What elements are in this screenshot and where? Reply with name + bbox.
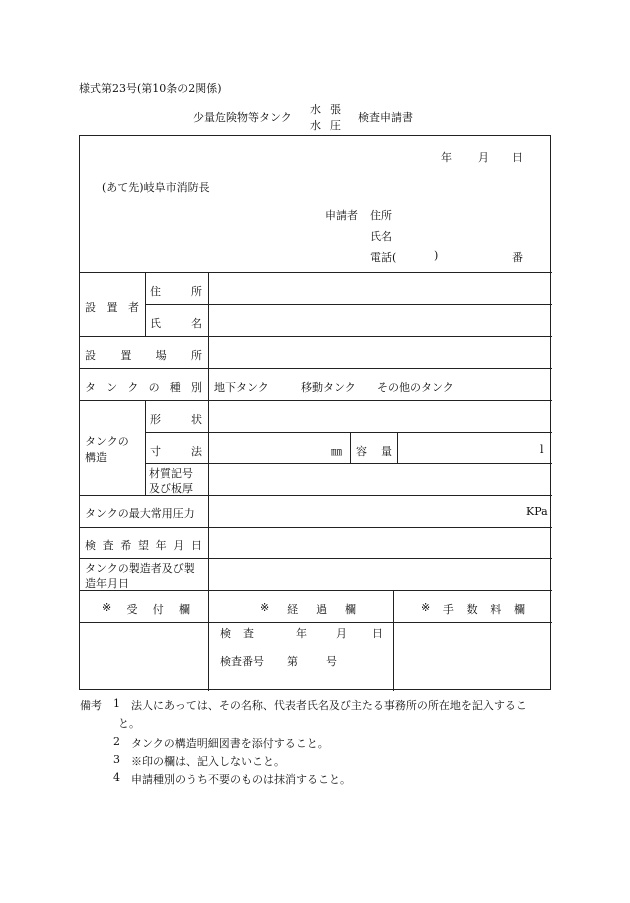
inspection-number-suffix: 号 [326,655,337,668]
installer-address-field[interactable] [210,273,550,303]
capacity-label: 容 量 [356,445,392,458]
material-label-line1: 材質記号 [149,467,193,480]
title-kind-water-pressure: 水圧 [310,119,350,132]
manufacturer-label-line2: 造年月日 [85,577,129,590]
inspection-year-label: 年 [296,627,307,640]
material-field[interactable] [210,464,550,494]
fee-header: ※ 手 数 料 欄 [421,601,525,616]
applicant-phone-suffix: 番 [512,251,523,264]
installer-label: 設 置 者 [85,301,139,314]
note-3-number: 3 [113,753,120,766]
row-divider [80,368,552,369]
shape-label: 形 状 [150,413,202,426]
col-divider [145,272,146,336]
col-divider [145,400,146,495]
tank-type-label: タ ン ク の 種 別 [85,381,202,394]
shape-field[interactable] [210,401,550,431]
tank-type-other[interactable]: その他のタンク [377,381,454,394]
applicant-phone-label: 電話( [370,251,397,264]
col-divider [208,622,209,691]
inspection-month-label: 月 [336,627,347,640]
form-id: 様式第23号(第10条の2関係) [79,82,222,95]
tank-type-underground[interactable]: 地下タンク [214,381,269,394]
size-label: 寸 法 [150,445,202,458]
col-divider [208,272,209,622]
manufacturer-field[interactable] [210,559,550,589]
capacity-unit: l [540,443,544,456]
applicant-phone-close: ) [434,249,439,262]
desired-date-field[interactable] [210,528,550,557]
installer-name-field[interactable] [210,305,550,335]
date-month-label: 月 [478,151,489,164]
notes-head: 備考 [80,699,102,712]
row-divider [145,432,552,433]
desired-date-label: 検 査 希 望 年 月 日 [85,539,202,552]
tank-type-mobile[interactable]: 移動タンク [301,381,356,394]
title-prefix: 少量危険物等タンク [193,111,292,124]
note-1-number: 1 [113,697,120,710]
installer-name-label: 氏 名 [150,317,202,330]
note-3-text: ※印の欄は、記入しないこと。 [131,755,285,768]
col-divider [397,432,398,463]
note-1-text: 法人にあっては、その名称、代表者氏名及び主たる事務所の所在地を記入するこ [131,699,527,712]
location-label: 設 置 場 所 [85,349,202,362]
row-divider [80,622,552,623]
application-form-table [79,135,551,690]
applicant-name-label: 氏名 [370,230,392,243]
applicant-address-label: 住所 [370,209,392,222]
max-pressure-label: タンクの最大常用圧力 [85,507,195,520]
max-pressure-unit: KPa [526,505,548,518]
note-4-number: 4 [113,771,120,784]
location-field[interactable] [210,337,550,367]
date-day-label: 日 [512,151,523,164]
progress-header: ※ 経 過 欄 [260,601,356,616]
reception-header: ※ 受 付 欄 [102,601,190,616]
inspection-number-prefix: 第 [287,655,298,668]
note-1-continuation: と。 [118,717,140,730]
row-divider [80,590,552,591]
installer-address-label: 住 所 [150,285,202,298]
date-year-label: 年 [441,151,452,164]
manufacturer-label-line1: タンクの製造者及び製 [85,562,195,575]
applicant-label: 申請者 [325,209,358,222]
col-divider [393,590,394,691]
structure-label-line1: タンクの [85,435,129,448]
inspection-day-label: 日 [372,627,383,640]
addressee: (あて先)岐阜市消防長 [102,181,210,194]
inspection-label: 検 査 [220,627,254,640]
note-4-text: 申請種別のうち不要のものは抹消すること。 [131,773,351,786]
title-suffix: 検査申請書 [358,111,413,124]
col-divider [350,432,351,463]
note-2-number: 2 [113,735,120,748]
title-kind-water-fill: 水張 [310,103,350,116]
structure-label-line2: 構造 [85,451,107,464]
inspection-number-label: 検査番号 [220,655,264,668]
note-2-text: タンクの構造明細図書を添付すること。 [131,737,329,750]
size-unit: ㎜ [331,445,342,458]
material-label-line2: 及び板厚 [149,482,193,495]
